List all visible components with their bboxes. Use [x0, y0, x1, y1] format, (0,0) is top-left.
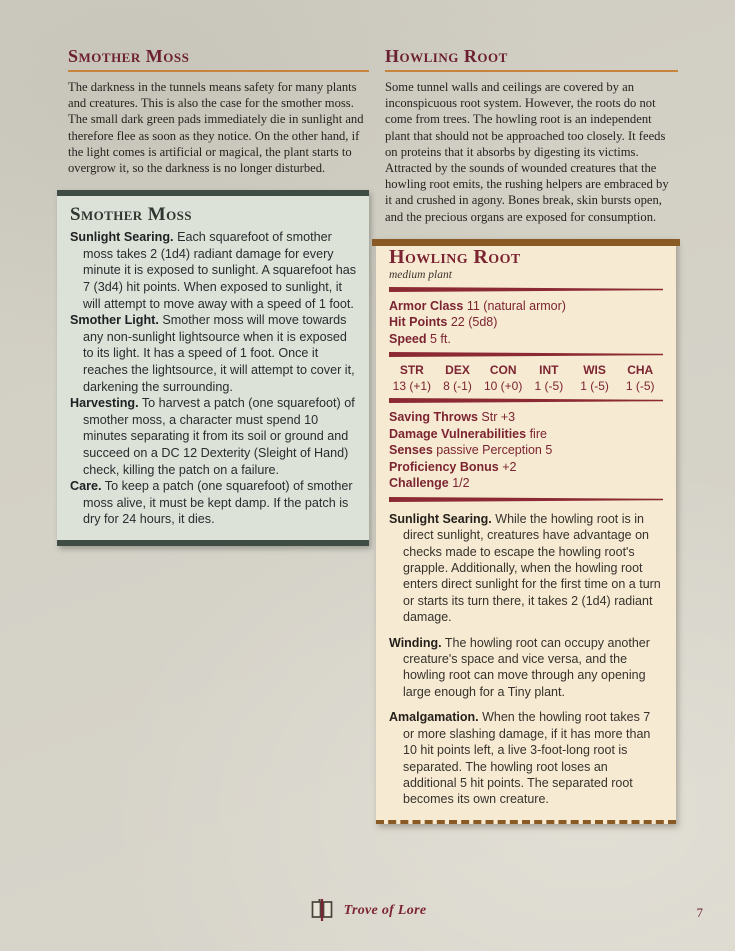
trait-name: Harvesting. [70, 396, 139, 411]
proficiency-bonus-line: Proficiency Bonus +2 [389, 459, 517, 474]
trait-text: To harvest a patch (one squarefoot) of smother moss, a character must spend 10 minutes separating it from its soil or ground and succeed on a DC 12 Dexterity (Sleight of Hand) check, killing the patch on a failure. [83, 396, 355, 477]
trait-text: Each squarefoot of smother moss takes 2 (1d4) radiant damage for every minute it is exposed to sunlight. A squarefoot has 7 (3d4) hit points. When exposed to sunlight, it will attempt to move away with a speed of 1 foot. [83, 230, 357, 311]
hit-points-line: Hit Points 22 (5d8) [389, 315, 498, 330]
smother-moss-section [57, 46, 369, 546]
trait-name: Sunlight Searing. [70, 230, 174, 245]
statblock-top-bar [372, 239, 680, 246]
smother-moss-box [57, 190, 369, 546]
ability-wis: WIS 1 (-5) [580, 363, 609, 394]
saving-throws-line: Saving Throws Str +3 [389, 410, 516, 425]
challenge-line: Challenge 1/2 [389, 476, 470, 491]
statblock-subtitle: medium plant [389, 268, 452, 281]
howling-root-intro: Some tunnel walls and ceilings are covered by an inconspicuous root system. However, the roots do not come from trees. The howling root is an independent plant that should not be approached too closely. It feeds on proteins that it absorbs by digesting its victims. Attracted by the sounds of wounded creatures that the howling root emits, the rushing helpers are embraced by it and crushed in agony. Bones break, skin bursts open, and the precious organs are exposed for consumption. [385, 80, 669, 224]
smother-moss-intro: The darkness in the tunnels means safety for many plants and creatures. This is also the case for the smother moss. The small dark green pads immediately die in sunlight and therefore flee as soon as they notice. On the other hand, if the light comes is artificial or magical, the plant starts to overgrow it, so the darkness is no longer disturbed. [68, 80, 364, 176]
ability-int: INT 1 (-5) [534, 363, 564, 394]
smother-moss-heading: Smother Moss [68, 46, 369, 72]
trait-harvesting [70, 395, 357, 478]
open-book-icon [309, 897, 335, 924]
ability-cha: CHA 1 (-5) [625, 363, 655, 394]
statblock-divider [389, 398, 663, 403]
senses-line: Senses passive Perception 5 [389, 443, 553, 458]
ability-scores-table [389, 363, 663, 393]
trait-smother-light [70, 312, 357, 395]
statblock-body [376, 239, 676, 824]
page-footer [0, 897, 735, 937]
trait-sunlight-searing: Sunlight Searing. While the howling root is in direct sunlight, creatures have advantage on checks made to escape the howling root's grapple. Additionally, when the howling root enters direct sunlight for the first time on a turn or starts its turn there, it takes 2 (1d4) radiant damage. [389, 511, 661, 625]
brand-name: Trove of Lore [343, 902, 427, 918]
statblock-divider [389, 497, 663, 502]
trait-amalgamation: Amalgamation. When the howling root takes 7 or more slashing damage, if it has more than 10 hit points left, a live 3-foot-long root is separated. The howling root loses an additional 5 hit points. The separated root becomes its own creature. [389, 710, 651, 807]
trait-sunlight-searing [70, 229, 357, 312]
statblock-divider [389, 287, 663, 292]
ability-str: STR 13 (+1) [392, 363, 432, 394]
trait-text: Smother moss will move towards any non-sunlight lightsource when it is exposed to its light. It has a speed of 1 foot. Once it reaches the lightsource, it will attempt to cover it, darkening the surrounding. [83, 313, 355, 394]
page-number: 7 [696, 905, 703, 920]
howling-root-statblock [376, 239, 676, 824]
statblock-divider [389, 352, 663, 357]
brand [0, 897, 735, 924]
trait-care [70, 478, 357, 528]
trait-winding: Winding. The howling root can occupy another creature's space and vice versa, and the howling root can move through any opening large enough for a Tiny plant. [389, 635, 650, 699]
howling-root-section [378, 46, 678, 824]
howling-root-heading: Howling Root [385, 46, 678, 72]
armor-class-line: Armor Class 11 (natural armor) [389, 298, 566, 313]
trait-name: Care. [70, 479, 102, 494]
smother-moss-box-title: Smother Moss [70, 204, 192, 226]
statblock-title: Howling Root [389, 245, 521, 268]
speed-line: Speed 5 ft. [389, 331, 451, 346]
ability-con: CON 10 (+0) [484, 363, 523, 394]
trait-name: Smother Light. [70, 313, 159, 328]
damage-vulnerabilities-line: Damage Vulnerabilities fire [389, 426, 547, 441]
ability-dex: DEX 8 (-1) [443, 363, 472, 394]
trait-text: To keep a patch (one squarefoot) of smother moss alive, it must be kept damp. If the patch is dry for 24 hours, it dies. [83, 479, 353, 527]
